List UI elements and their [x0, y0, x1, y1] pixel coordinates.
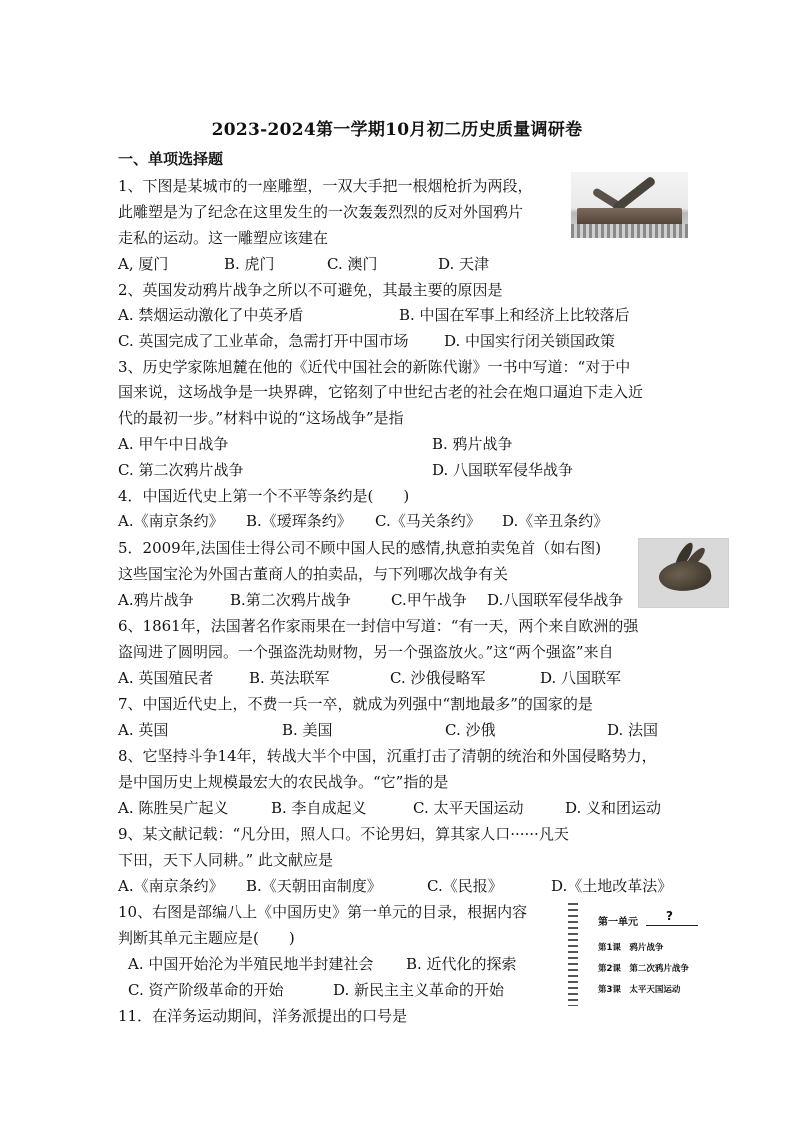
q1-option-b: B. 虎门 [224, 255, 275, 273]
section-heading: 一、单项选择题 [118, 150, 224, 168]
q9-line-2: 下田，天下人同耕。” 此文献应是 [118, 851, 333, 869]
page-title: 2023-2024第一学期10月初二历史质量调研卷 [211, 120, 583, 140]
q2-option-a: A. 禁烟运动激化了中英矛盾 [118, 306, 304, 324]
q3-line-3: 代的最初一步。”材料中说的“这场战争”是指 [118, 409, 404, 427]
q1-line-2: 此雕塑是为了纪念在这里发生的一次轰轰烈烈的反对外国鸦片 [118, 203, 524, 221]
q7-line-1: 7、中国近代史上，不费一兵一卒，就成为列强中“割地最多”的国家的是 [118, 695, 593, 713]
q10-line-2: 判断其单元主题应是( ) [118, 929, 295, 947]
q1-line-1: 1、下图是某城市的一座雕塑，一双大手把一根烟枪折为两段， [118, 177, 533, 195]
q3-option-c: C. 第二次鸦片战争 [118, 461, 244, 479]
q1-option-d: D. 天津 [438, 255, 490, 273]
q6-option-b: B. 英法联军 [249, 669, 330, 687]
q3-option-a: A. 甲午中日战争 [118, 435, 229, 453]
q7-option-a: A. 英国 [118, 721, 169, 739]
q2-option-d: D. 中国实行闭关锁国政策 [444, 332, 616, 350]
q3-option-d: D. 八国联军侵华战争 [432, 461, 574, 479]
q9-option-c: C.《民报》 [427, 877, 503, 895]
q9-option-b: B.《天朝田亩制度》 [246, 877, 382, 895]
q4-option-d: D.《辛丑条约》 [502, 512, 609, 530]
q2-option-b: B. 中国在军事上和经济上比较落后 [399, 306, 630, 324]
q6-option-a: A. 英国殖民者 [118, 669, 214, 687]
q8-option-d: D. 义和团运动 [565, 799, 662, 817]
q4-line-1: 4．中国近代史上第一个不平等条约是( ) [118, 487, 410, 505]
q3-line-1: 3、历史学家陈旭麓在他的《近代中国社会的新陈代谢》一书中写道：“对于中 [118, 358, 631, 376]
q5-option-a: A.鸦片战争 [118, 591, 194, 609]
q1-option-a: A, 厦门 [118, 255, 169, 273]
q4-option-b: B.《瑷珲条约》 [246, 512, 352, 530]
q2-option-c: C. 英国完成了工业革命，急需打开中国市场 [118, 332, 409, 350]
q9-line-1: 9、某文献记载：“凡分田，照人口。不论男妇，算其家人口······凡天 [118, 825, 569, 843]
q1-option-c: C. 澳门 [327, 255, 378, 273]
toc-lesson-3: 第3课 太平天国运动 [598, 985, 681, 995]
q2-line-1: 2、英国发动鸦片战争之所以不可避免，其最主要的原因是 [118, 281, 503, 299]
q7-option-d: D. 法国 [607, 721, 659, 739]
q7-option-c: C. 沙俄 [445, 721, 496, 739]
toc-lesson-2: 第2课 第二次鸦片战争 [598, 964, 689, 974]
q6-line-1: 6、1861年，法国著名作家雨果在一封信中写道：“有一天，两个来自欧洲的强 [118, 617, 639, 635]
q3-option-b: B. 鸦片战争 [432, 435, 513, 453]
sculpture-image [571, 172, 688, 238]
q8-option-c: C. 太平天国运动 [413, 799, 524, 817]
q11-line-1: 11．在洋务运动期间，洋务派提出的口号是 [118, 1007, 408, 1025]
q4-option-c: C.《马关条约》 [375, 512, 481, 530]
q8-line-2: 是中国历史上规模最宏大的农民战争。“它”指的是 [118, 773, 449, 791]
q9-option-d: D.《土地改革法》 [551, 877, 673, 895]
toc-unit-label: 第一单元 [598, 917, 638, 928]
q10-option-d: D. 新民主主义革命的开始 [333, 981, 505, 999]
q10-option-c: C. 资产阶级革命的开始 [128, 981, 284, 999]
q8-option-b: B. 李自成起义 [271, 799, 367, 817]
unit-contents-image [568, 903, 718, 1006]
q5-line-1: 5．2009年,法国佳士得公司不顾中国人民的感情,执意拍卖兔首（如右图) [118, 539, 602, 557]
q3-line-2: 国来说，这场战争是一块界碑，它铭刻了中世纪古老的社会在炮口逼迫下走入近 [118, 383, 644, 401]
toc-lesson-1: 第1课 鸦片战争 [598, 943, 664, 953]
q6-option-c: C. 沙俄侵略军 [390, 669, 486, 687]
q10-line-1: 10、右图是部编八上《中国历史》第一单元的目录，根据内容 [118, 903, 528, 921]
toc-blank-line [646, 925, 698, 926]
q6-option-d: D. 八国联军 [540, 669, 622, 687]
q8-option-a: A. 陈胜吴广起义 [118, 799, 229, 817]
q8-line-1: 8、它坚持斗争14年，转战大半个中国，沉重打击了清朝的统治和外国侵略势力， [118, 747, 657, 765]
q1-line-3: 走私的运动。这一雕塑应该建在 [118, 229, 329, 247]
toc-unknown-mark: ? [666, 909, 673, 923]
q10-option-b: B. 近代化的探索 [406, 955, 517, 973]
q9-option-a: A.《南京条约》 [118, 877, 224, 895]
q5-option-d: D.八国联军侵华战争 [487, 591, 624, 609]
q5-option-b: B.第二次鸦片战争 [230, 591, 351, 609]
q5-option-c: C.甲午战争 [391, 591, 467, 609]
q5-line-2: 这些国宝沦为外国古董商人的拍卖品，与下列哪次战争有关 [118, 565, 509, 583]
notebook-spiral [568, 903, 578, 1006]
q10-option-a: A. 中国开始沦为半殖民地半封建社会 [128, 955, 374, 973]
q4-option-a: A.《南京条约》 [118, 512, 224, 530]
rabbit-head-image [638, 538, 729, 608]
q7-option-b: B. 美国 [282, 721, 333, 739]
q6-line-2: 盗闯进了圆明园。一个强盗洗劫财物，另一个强盗放火。”这“两个强盗”来自 [118, 643, 614, 661]
